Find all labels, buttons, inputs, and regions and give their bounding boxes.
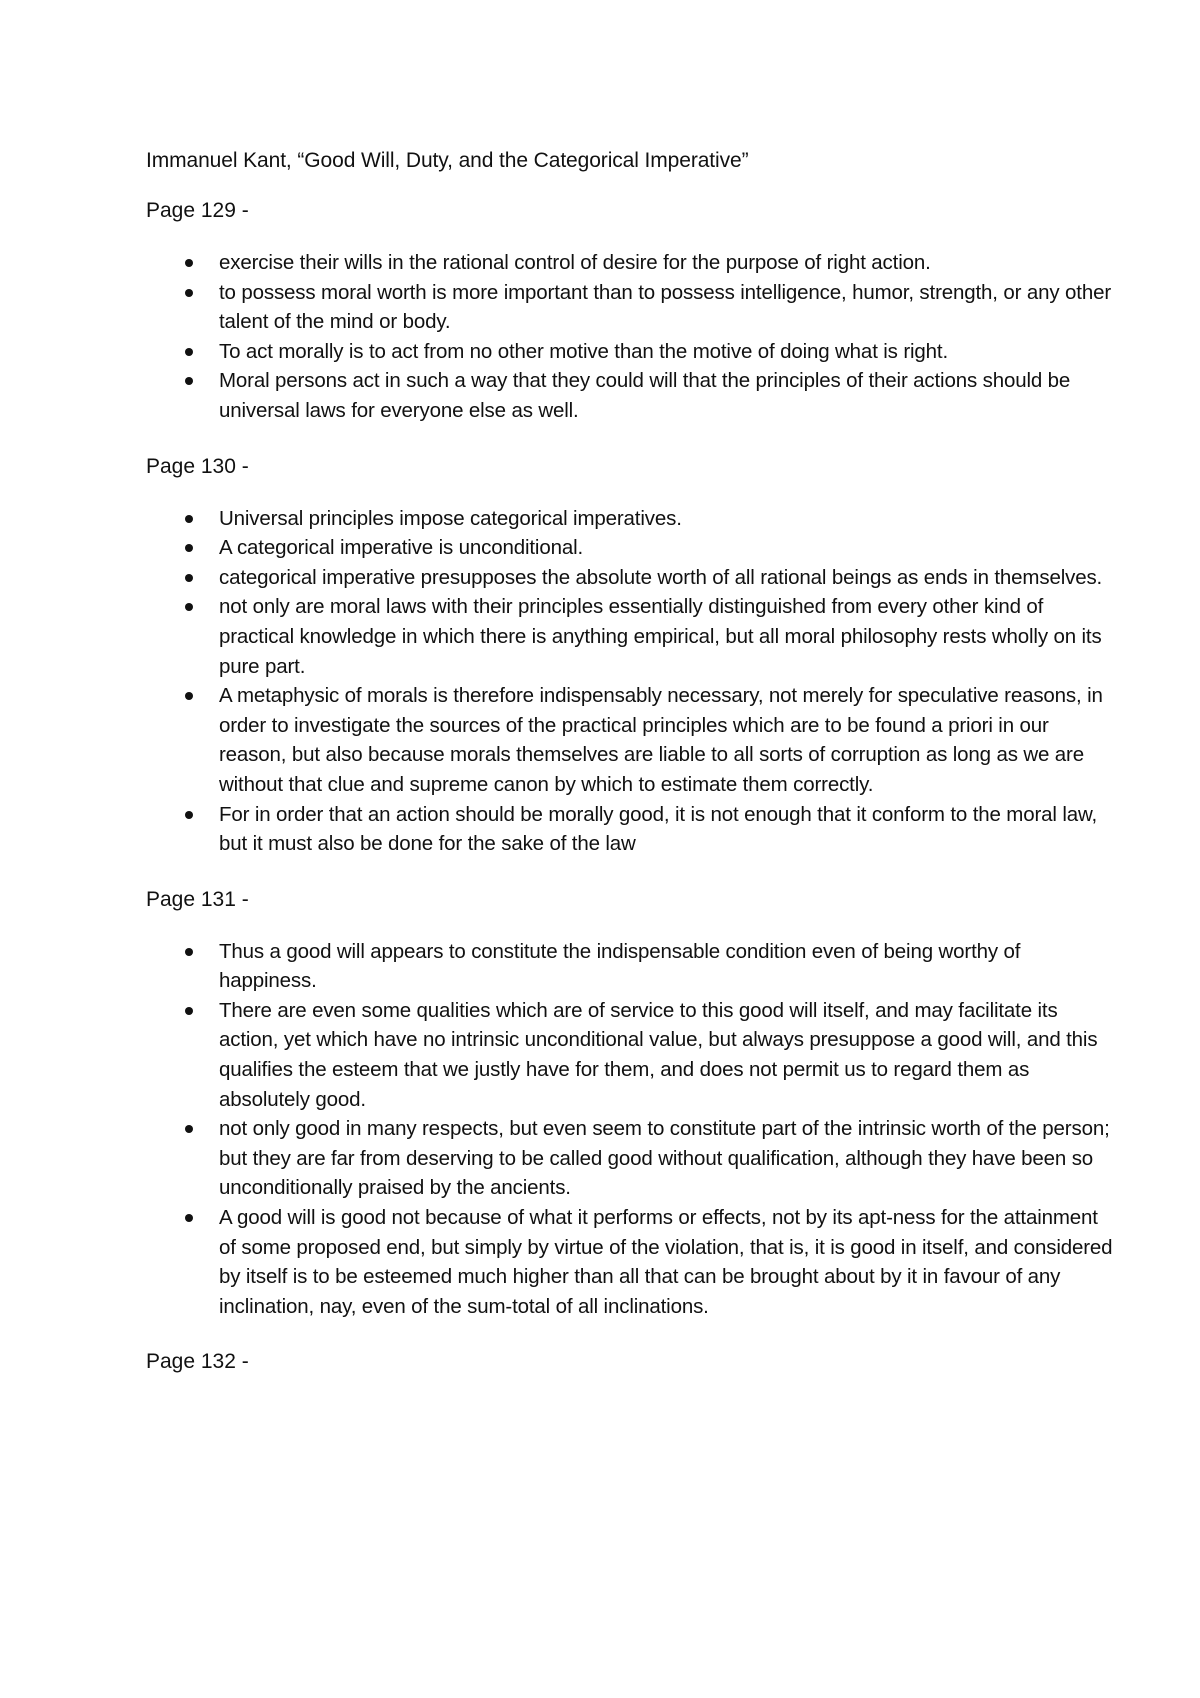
bullet-icon xyxy=(185,377,193,385)
document-title: Immanuel Kant, “Good Will, Duty, and the Categorical Imperative” xyxy=(146,149,749,172)
list-item-text: not only are moral laws with their principles essentially distinguished from every other kind of practical knowledge in which there is anything empirical, but all moral philosophy rests wholly on its pure part. xyxy=(219,595,1102,678)
bullet-icon xyxy=(185,289,193,297)
bullet-icon xyxy=(185,811,193,819)
bullet-icon xyxy=(185,948,193,956)
bullet-icon xyxy=(185,1214,193,1222)
list-item xyxy=(146,366,1119,425)
bullet-icon xyxy=(185,259,193,267)
list-item-text: to possess moral worth is more important than to possess intelligence, humor, strength, or any other talent of the mind or body. xyxy=(219,280,1111,334)
list-item xyxy=(146,996,1119,1114)
list-item xyxy=(146,1114,1119,1203)
section-heading-page-132: Page 132 - xyxy=(146,1350,249,1374)
bullet-icon xyxy=(185,544,193,552)
list-item xyxy=(146,800,1119,859)
list-item-text: categorical imperative presupposes the absolute worth of all rational beings as ends in themselves. xyxy=(219,565,1103,589)
list-item-text: There are even some qualities which are of service to this good will itself, and may facilitate its action, yet which have no intrinsic unconditional value, but always presuppose a good will, and this qualifies the esteem that we justly have for them, and does not permit us to regard them as absolutely good. xyxy=(219,998,1098,1111)
list-item-text: Universal principles impose categorical imperatives. xyxy=(219,506,682,530)
list-item xyxy=(146,563,1119,593)
bullet-icon xyxy=(185,692,193,700)
list-item xyxy=(146,278,1119,337)
list-item xyxy=(146,248,1119,278)
bullet-icon xyxy=(185,1125,193,1133)
list-item-text: A good will is good not because of what it performs or effects, not by its apt-ness for the attainment of some proposed end, but simply by virtue of the violation, that is, it is good in itself, and considered by itself is to be esteemed much higher than all that can be brought about by it in favour of any inclination, nay, even of the sum-total of all inclinations. xyxy=(219,1206,1113,1318)
section-heading-page-130: Page 130 - xyxy=(146,454,249,478)
bullet-icon xyxy=(185,603,193,611)
list-item-text: A categorical imperative is unconditional. xyxy=(219,536,584,560)
bullet-icon xyxy=(185,348,193,356)
list-item-text: Moral persons act in such a way that they could will that the principles of their actions should be universal laws for everyone else as well. xyxy=(219,369,1071,422)
list-item xyxy=(146,1203,1119,1321)
list-item-text: Thus a good will appears to constitute the indispensable condition even of being worthy of happiness. xyxy=(219,939,1021,993)
list-item xyxy=(146,592,1119,681)
list-item xyxy=(146,937,1119,996)
list-item xyxy=(146,337,1119,367)
list-item-text: To act morally is to act from no other motive than the motive of doing what is right. xyxy=(219,339,949,363)
list-item-text: A metaphysic of morals is therefore indispensably necessary, not merely for speculative reasons, in order to investigate the sources of the practical principles which are to be found a priori in our reason, but also because morals themselves are liable to all sorts of corruption as long as we are without that clue and supreme canon by which to estimate them correctly. xyxy=(219,684,1103,796)
list-item xyxy=(146,681,1119,799)
list-item xyxy=(146,533,1119,563)
list-item-text: exercise their wills in the rational control of desire for the purpose of right action. xyxy=(219,251,931,274)
bullet-list-page-131 xyxy=(146,937,1113,1322)
section-heading-page-131: Page 131 - xyxy=(146,887,249,911)
bullet-icon xyxy=(185,515,193,523)
bullet-icon xyxy=(185,1007,193,1015)
list-item-text: not only good in many respects, but even seem to constitute part of the intrinsic worth of the person; but they are far from deserving to be called good without qualification, although they have been so unconditionally praised by the ancients. xyxy=(219,1117,1110,1200)
list-item xyxy=(146,504,1119,534)
list-item-text: For in order that an action should be morally good, it is not enough that it conform to the moral law, but it must also be done for the sake of the law xyxy=(219,802,1098,856)
bullet-list-page-130 xyxy=(146,504,1103,859)
section-heading-page-129: Page 129 - xyxy=(146,199,249,222)
bullet-icon xyxy=(185,574,193,582)
bullet-list-page-129 xyxy=(146,248,1111,426)
